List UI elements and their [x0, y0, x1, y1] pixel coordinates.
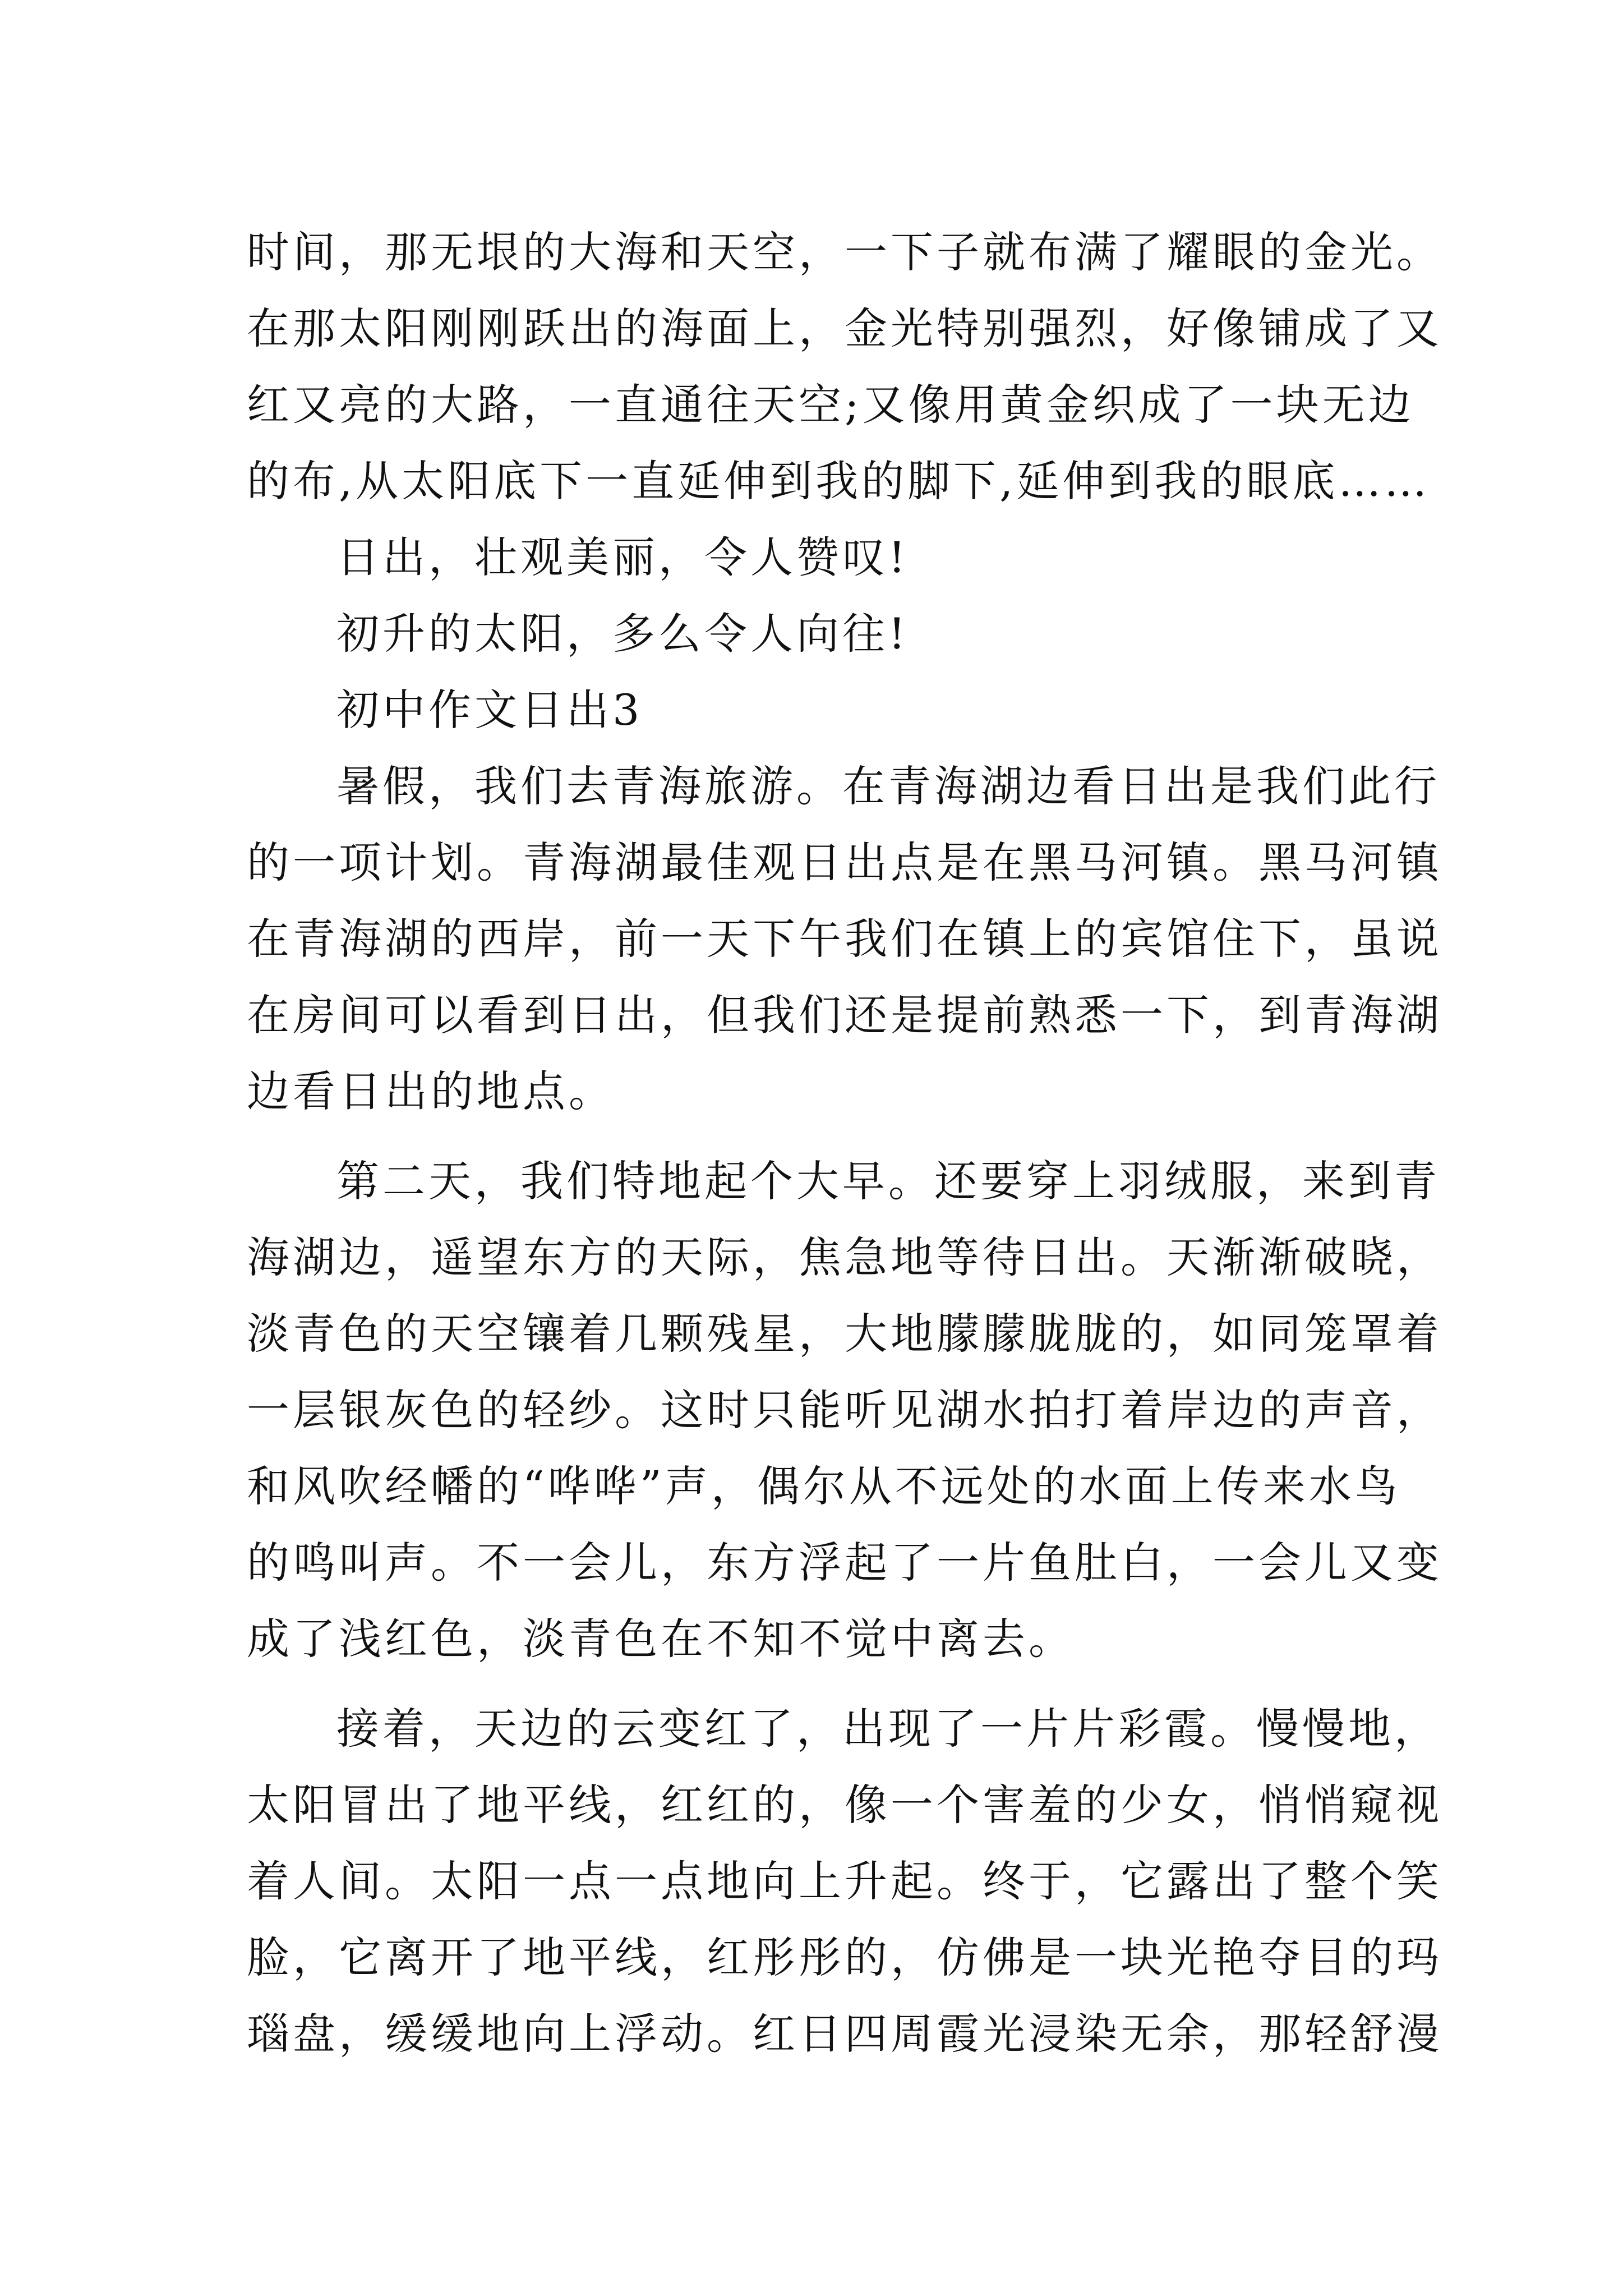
text-line: 一层银灰色的轻纱。这时只能听见湖水拍打着岸边的声音， — [247, 1385, 1442, 1435]
text-line: 和风吹经幡的“哗哗”声，偶尔从不远处的水面上传来水鸟 — [247, 1461, 1401, 1511]
text-line: 淡青色的天空镶着几颗残星，大地朦朦胧胧的，如同笼罩着 — [247, 1309, 1442, 1359]
text-line: 的布,从太阳底下一直延伸到我的脚下,延伸到我的眼底…… — [247, 456, 1431, 506]
text-line: 暑假，我们去青海旅游。在青海湖边看日出是我们此行 — [336, 761, 1440, 811]
text-line: 成了浅红色，淡青色在不知不觉中离去。 — [247, 1614, 1075, 1664]
paragraph-gap — [247, 1677, 1377, 1691]
text-line: 红又亮的大路，一直通往天空;又像用黄金织成了一块无边 — [247, 380, 1414, 430]
text-line: 着人间。太阳一点一点地向上升起。终于，它露出了整个笑 — [247, 1856, 1442, 1906]
text-line: 初升的太阳，多么令人向往! — [336, 609, 909, 659]
text-line: 瑙盘，缓缓地向上浮动。红日四周霞光浸染无余，那轻舒漫 — [247, 2009, 1442, 2059]
text-line: 的鸣叫声。不一会儿，东方浮起了一片鱼肚白，一会儿又变 — [247, 1538, 1442, 1588]
text-line: 第二天，我们特地起个大早。还要穿上羽绒服，来到青 — [336, 1156, 1440, 1206]
text-line: 太阳冒出了地平线，红红的，像一个害羞的少女，悄悄窥视 — [247, 1780, 1442, 1830]
text-line: 在青海湖的西岸，前一天下午我们在镇上的宾馆住下，虽说 — [247, 914, 1442, 964]
section-heading: 初中作文日出3 — [336, 685, 643, 735]
essay-body — [247, 214, 1442, 2072]
text-line: 时间，那无垠的大海和天空，一下子就布满了耀眼的金光。 — [247, 227, 1442, 277]
text-line: 在房间可以看到日出，但我们还是提前熟悉一下，到青海湖 — [247, 990, 1442, 1040]
paragraph-gap — [247, 1130, 1377, 1143]
text-line: 的一项计划。青海湖最佳观日出点是在黑马河镇。黑马河镇 — [247, 838, 1442, 887]
text-line: 边看日出的地点。 — [247, 1066, 615, 1116]
text-line: 脸，它离开了地平线，红彤彤的，仿佛是一块光艳夺目的玛 — [247, 1932, 1442, 1982]
text-line: 日出，壮观美丽，令人赞叹! — [336, 532, 909, 582]
text-line: 在那太阳刚刚跃出的海面上，金光特别强烈，好像铺成了又 — [247, 303, 1442, 353]
text-line: 接着，天边的云变红了，出现了一片片彩霞。慢慢地， — [336, 1704, 1440, 1754]
text-line: 海湖边，遥望东方的天际，焦急地等待日出。天渐渐破晓， — [247, 1232, 1442, 1282]
